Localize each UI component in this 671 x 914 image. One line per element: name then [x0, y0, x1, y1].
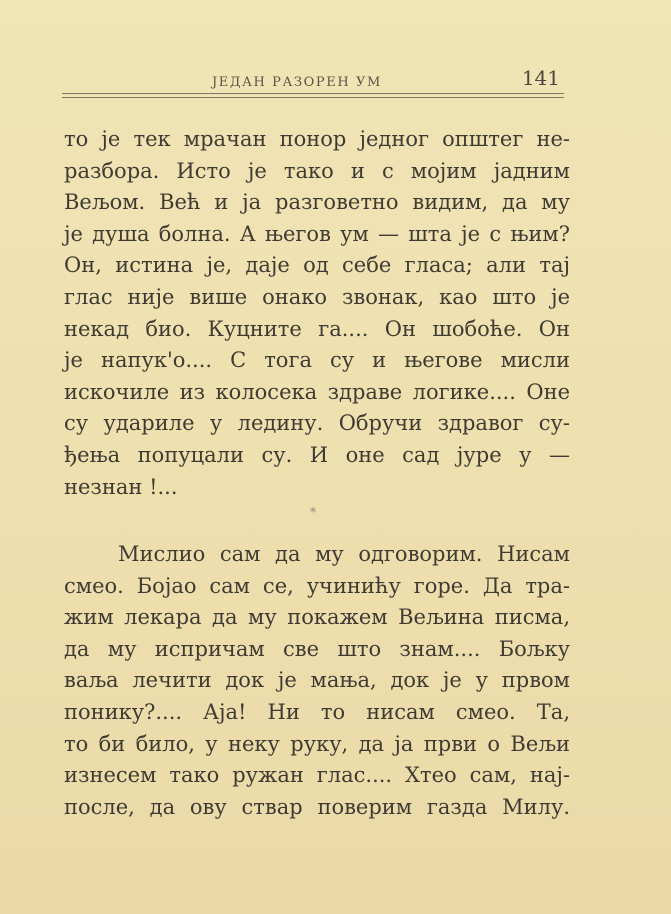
paragraph-1: [64, 124, 570, 503]
text-line: ваља лечити док је мања, док је у првом: [64, 668, 570, 693]
text-line: Вељом. Већ и ја разговетно видим, да му: [64, 190, 570, 215]
text-line: изнесем тако ружан глас.... Хтео сам, нај-: [64, 763, 570, 788]
text-line: је напук'о.... С тога су и његове мисли: [64, 348, 570, 373]
header-rule-top: [62, 93, 564, 94]
paragraph-2: [64, 539, 570, 823]
text-line: су удариле у ледину. Обручи здравог су-: [64, 411, 570, 436]
text-line: искочиле из колосека здраве логике.... Оне: [64, 379, 570, 404]
running-head-title: ЈЕДАН РАЗОРЕН УМ: [212, 75, 382, 90]
text-line: то је тек мрачан понор једног општег не-: [64, 127, 570, 151]
text-line: то би било, у неку руку, да ја први о Вељи: [64, 731, 570, 756]
text-line: незнан !...: [64, 474, 178, 499]
text-line: жим лекара да му покажем Вељина писма,: [64, 605, 570, 630]
text-line: да му испричам све што знам.... Бољку: [64, 636, 570, 661]
text-line: смео. Бојао сам се, учинићу горе. Да тра-: [64, 573, 570, 598]
text-line: глас није више онако звонак, као што је: [64, 284, 570, 309]
section-separator: *: [310, 505, 316, 519]
page-number: 141: [521, 66, 560, 90]
text-line: Мислио сам да му одговорим. Нисам: [118, 542, 570, 566]
text-line: је душа болна. А његов ум — шта је с њим?: [64, 221, 570, 246]
header-rule-bottom: [62, 97, 564, 98]
text-line: некад био. Куцните га.... Он шобоће. Он: [64, 316, 570, 341]
text-line: понику?.... Аја! Ни то нисам смео. Та,: [64, 699, 570, 724]
text-line: ђења попуцали су. И оне сад јуре у —: [64, 442, 570, 467]
running-head: [62, 64, 562, 94]
text-line: после, да ову ствар поверим газда Милу.: [64, 794, 570, 819]
text-line: Он, истина је, даје од себе гласа; али тај: [64, 253, 570, 278]
text-line: разбора. Исто је тако и с мојим јадним: [64, 158, 570, 183]
